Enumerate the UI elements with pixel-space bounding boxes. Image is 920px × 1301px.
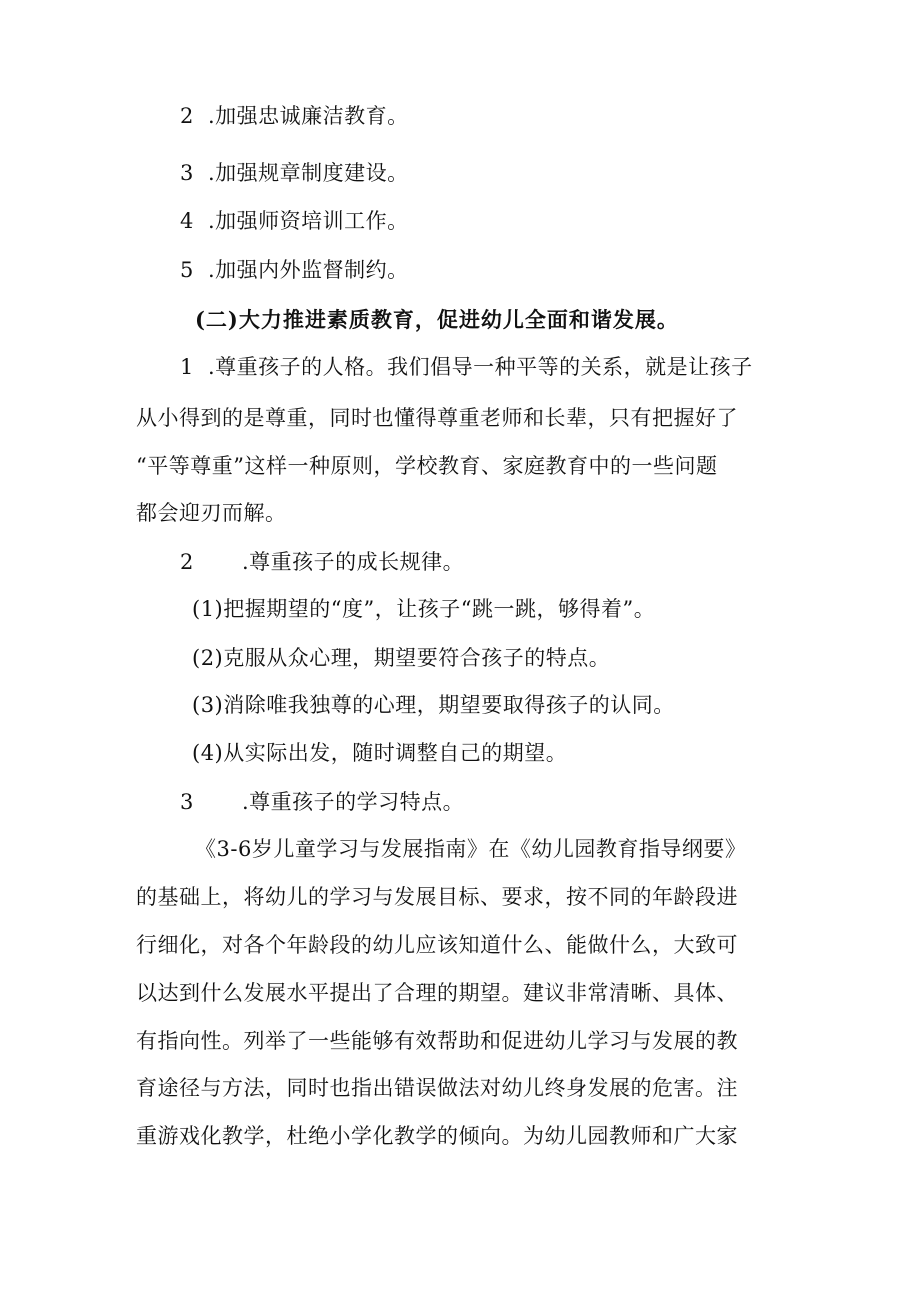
- list-item-number: 5: [180, 258, 194, 282]
- item1-line: 从小得到的是尊重，同时也懂得尊重老师和长辈，只有把握好了: [136, 406, 738, 430]
- item1-first-line: [180, 352, 753, 382]
- item3-text: .尊重孩子的学习特点。: [242, 790, 465, 814]
- paragraph-line: 育途径与方法，同时也指出错误做法对幼儿终身发展的危害。注: [136, 1076, 738, 1100]
- item3-line: [180, 787, 464, 817]
- subitem: (2)克服从众心理，期望要符合孩子的特点。: [192, 646, 611, 670]
- subitem: (4)从实际出发，随时调整自己的期望。: [192, 741, 568, 765]
- paragraph-line: 有指向性。列举了一些能够有效帮助和促进幼儿学习与发展的教: [136, 1029, 738, 1053]
- paragraph-line: 《3-6岁儿童学习与发展指南》在《幼儿园教育指导纲要》: [195, 837, 747, 861]
- list-item-text: .加强师资培训工作。: [208, 209, 409, 233]
- list-item-number: 4: [180, 209, 194, 233]
- list-item-number: 2: [180, 104, 194, 128]
- list-item: [180, 158, 409, 188]
- paragraph-line: 重游戏化教学，杜绝小学化教学的倾向。为幼儿园教师和广大家: [136, 1124, 738, 1148]
- list-item: [180, 101, 409, 131]
- item3-number: 3: [180, 790, 194, 814]
- item2-text: .尊重孩子的成长规律。: [242, 550, 465, 574]
- item2-number: 2: [180, 550, 194, 574]
- item1-text: .尊重孩子的人格。我们倡导一种平等的关系，就是让孩子: [208, 355, 753, 379]
- list-item-text: .加强忠诚廉洁教育。: [208, 104, 409, 128]
- paragraph-line: 以达到什么发展水平提出了合理的期望。建议非常清晰、具体、: [136, 981, 738, 1005]
- list-item-number: 3: [180, 161, 194, 185]
- item1-line: 都会迎刃而解。: [136, 501, 287, 525]
- paragraph-line: 行细化，对各个年龄段的幼儿应该知道什么、能做什么，大致可: [136, 933, 738, 957]
- list-item: [180, 206, 409, 236]
- list-item: [180, 255, 409, 285]
- section-heading: (二)大力推进素质教育，促进幼儿全面和谐发展。: [195, 307, 679, 332]
- item1-line: “平等尊重”这样一种原则，学校教育、家庭教育中的一些问题: [136, 454, 718, 478]
- paragraph-line: 的基础上，将幼儿的学习与发展目标、要求，按不同的年龄段进: [136, 885, 738, 909]
- list-item-text: .加强规章制度建设。: [208, 161, 409, 185]
- subitem: (1)把握期望的“度”，让孩子“跳一跳，够得着”。: [192, 597, 656, 621]
- item1-number: 1: [180, 355, 194, 379]
- item2-line: [180, 547, 464, 577]
- subitem: (3)消除唯我独尊的心理，期望要取得孩子的认同。: [192, 693, 675, 717]
- list-item-text: .加强内外监督制约。: [208, 258, 409, 282]
